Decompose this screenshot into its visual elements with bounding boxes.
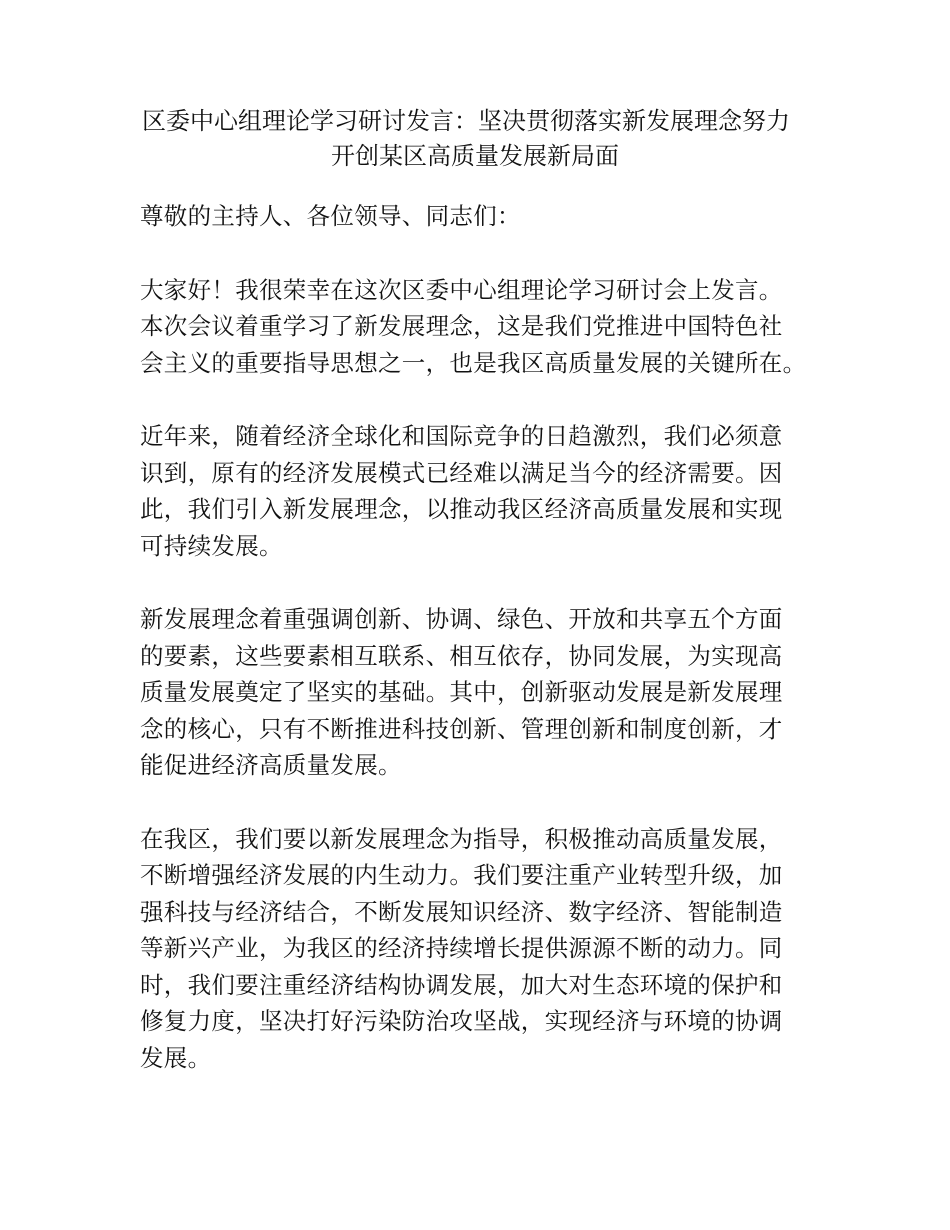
title-line: 开创某区高质量发展新局面 bbox=[331, 142, 619, 170]
paragraph-line: 大家好！我很荣幸在这次区委中心组理论学习研讨会上发言。 bbox=[140, 275, 783, 304]
paragraph-greeting bbox=[140, 272, 822, 382]
paragraph-line: 可持续发展。 bbox=[140, 531, 283, 560]
paragraph-line: 新发展理念着重强调创新、协调、绿色、开放和共享五个方面 bbox=[140, 605, 783, 633]
paragraph-line: 本次会议着重学习了新发展理念，这是我们党推进中国特色社 bbox=[140, 312, 783, 340]
paragraph-line: 念的核心，只有不断推进科技创新、管理创新和制度创新，才 bbox=[140, 714, 783, 743]
paragraph-background bbox=[140, 418, 822, 564]
paragraph-line: 强科技与经济结合，不断发展知识经济、数字经济、智能制造 bbox=[140, 897, 783, 926]
paragraph-district-plan bbox=[140, 821, 822, 1077]
paragraph-line: 等新兴产业，为我区的经济持续增长提供源源不断的动力。同 bbox=[140, 934, 783, 962]
salutation: 尊敬的主持人、各位领导、同志们： bbox=[140, 202, 521, 230]
title-line: 区委中心组理论学习研讨发言：坚决贯彻落实新发展理念努力 bbox=[142, 107, 790, 135]
paragraph-line: 能促进经济高质量发展。 bbox=[140, 751, 402, 779]
paragraph-line: 此，我们引入新发展理念，以推动我区经济高质量发展和实现 bbox=[140, 495, 783, 523]
paragraph-line: 的要素，这些要素相互联系、相互依存，协同发展，为实现高 bbox=[140, 641, 783, 670]
document-title bbox=[140, 104, 810, 174]
paragraph-line: 识到，原有的经济发展模式已经难以满足当今的经济需要。因 bbox=[140, 458, 783, 487]
paragraph-concept bbox=[140, 601, 822, 784]
paragraph-line: 近年来，随着经济全球化和国际竞争的日趋激烈，我们必须意 bbox=[140, 422, 783, 450]
paragraph-line: 质量发展奠定了坚实的基础。其中，创新驱动发展是新发展理 bbox=[140, 678, 783, 706]
paragraph-line: 时，我们要注重经济结构协调发展，加大对生态环境的保护和 bbox=[140, 970, 783, 999]
paragraph-line: 发展。 bbox=[140, 1043, 212, 1072]
paragraph-line: 会主义的重要指导思想之一，也是我区高质量发展的关键所在。 bbox=[140, 348, 807, 377]
paragraph-line: 修复力度，坚决打好污染防治攻坚战，实现经济与环境的协调 bbox=[140, 1007, 783, 1035]
paragraph-line: 在我区，我们要以新发展理念为指导，积极推动高质量发展， bbox=[140, 824, 783, 853]
paragraph-line: 不断增强经济发展的内生动力。我们要注重产业转型升级，加 bbox=[140, 861, 783, 889]
